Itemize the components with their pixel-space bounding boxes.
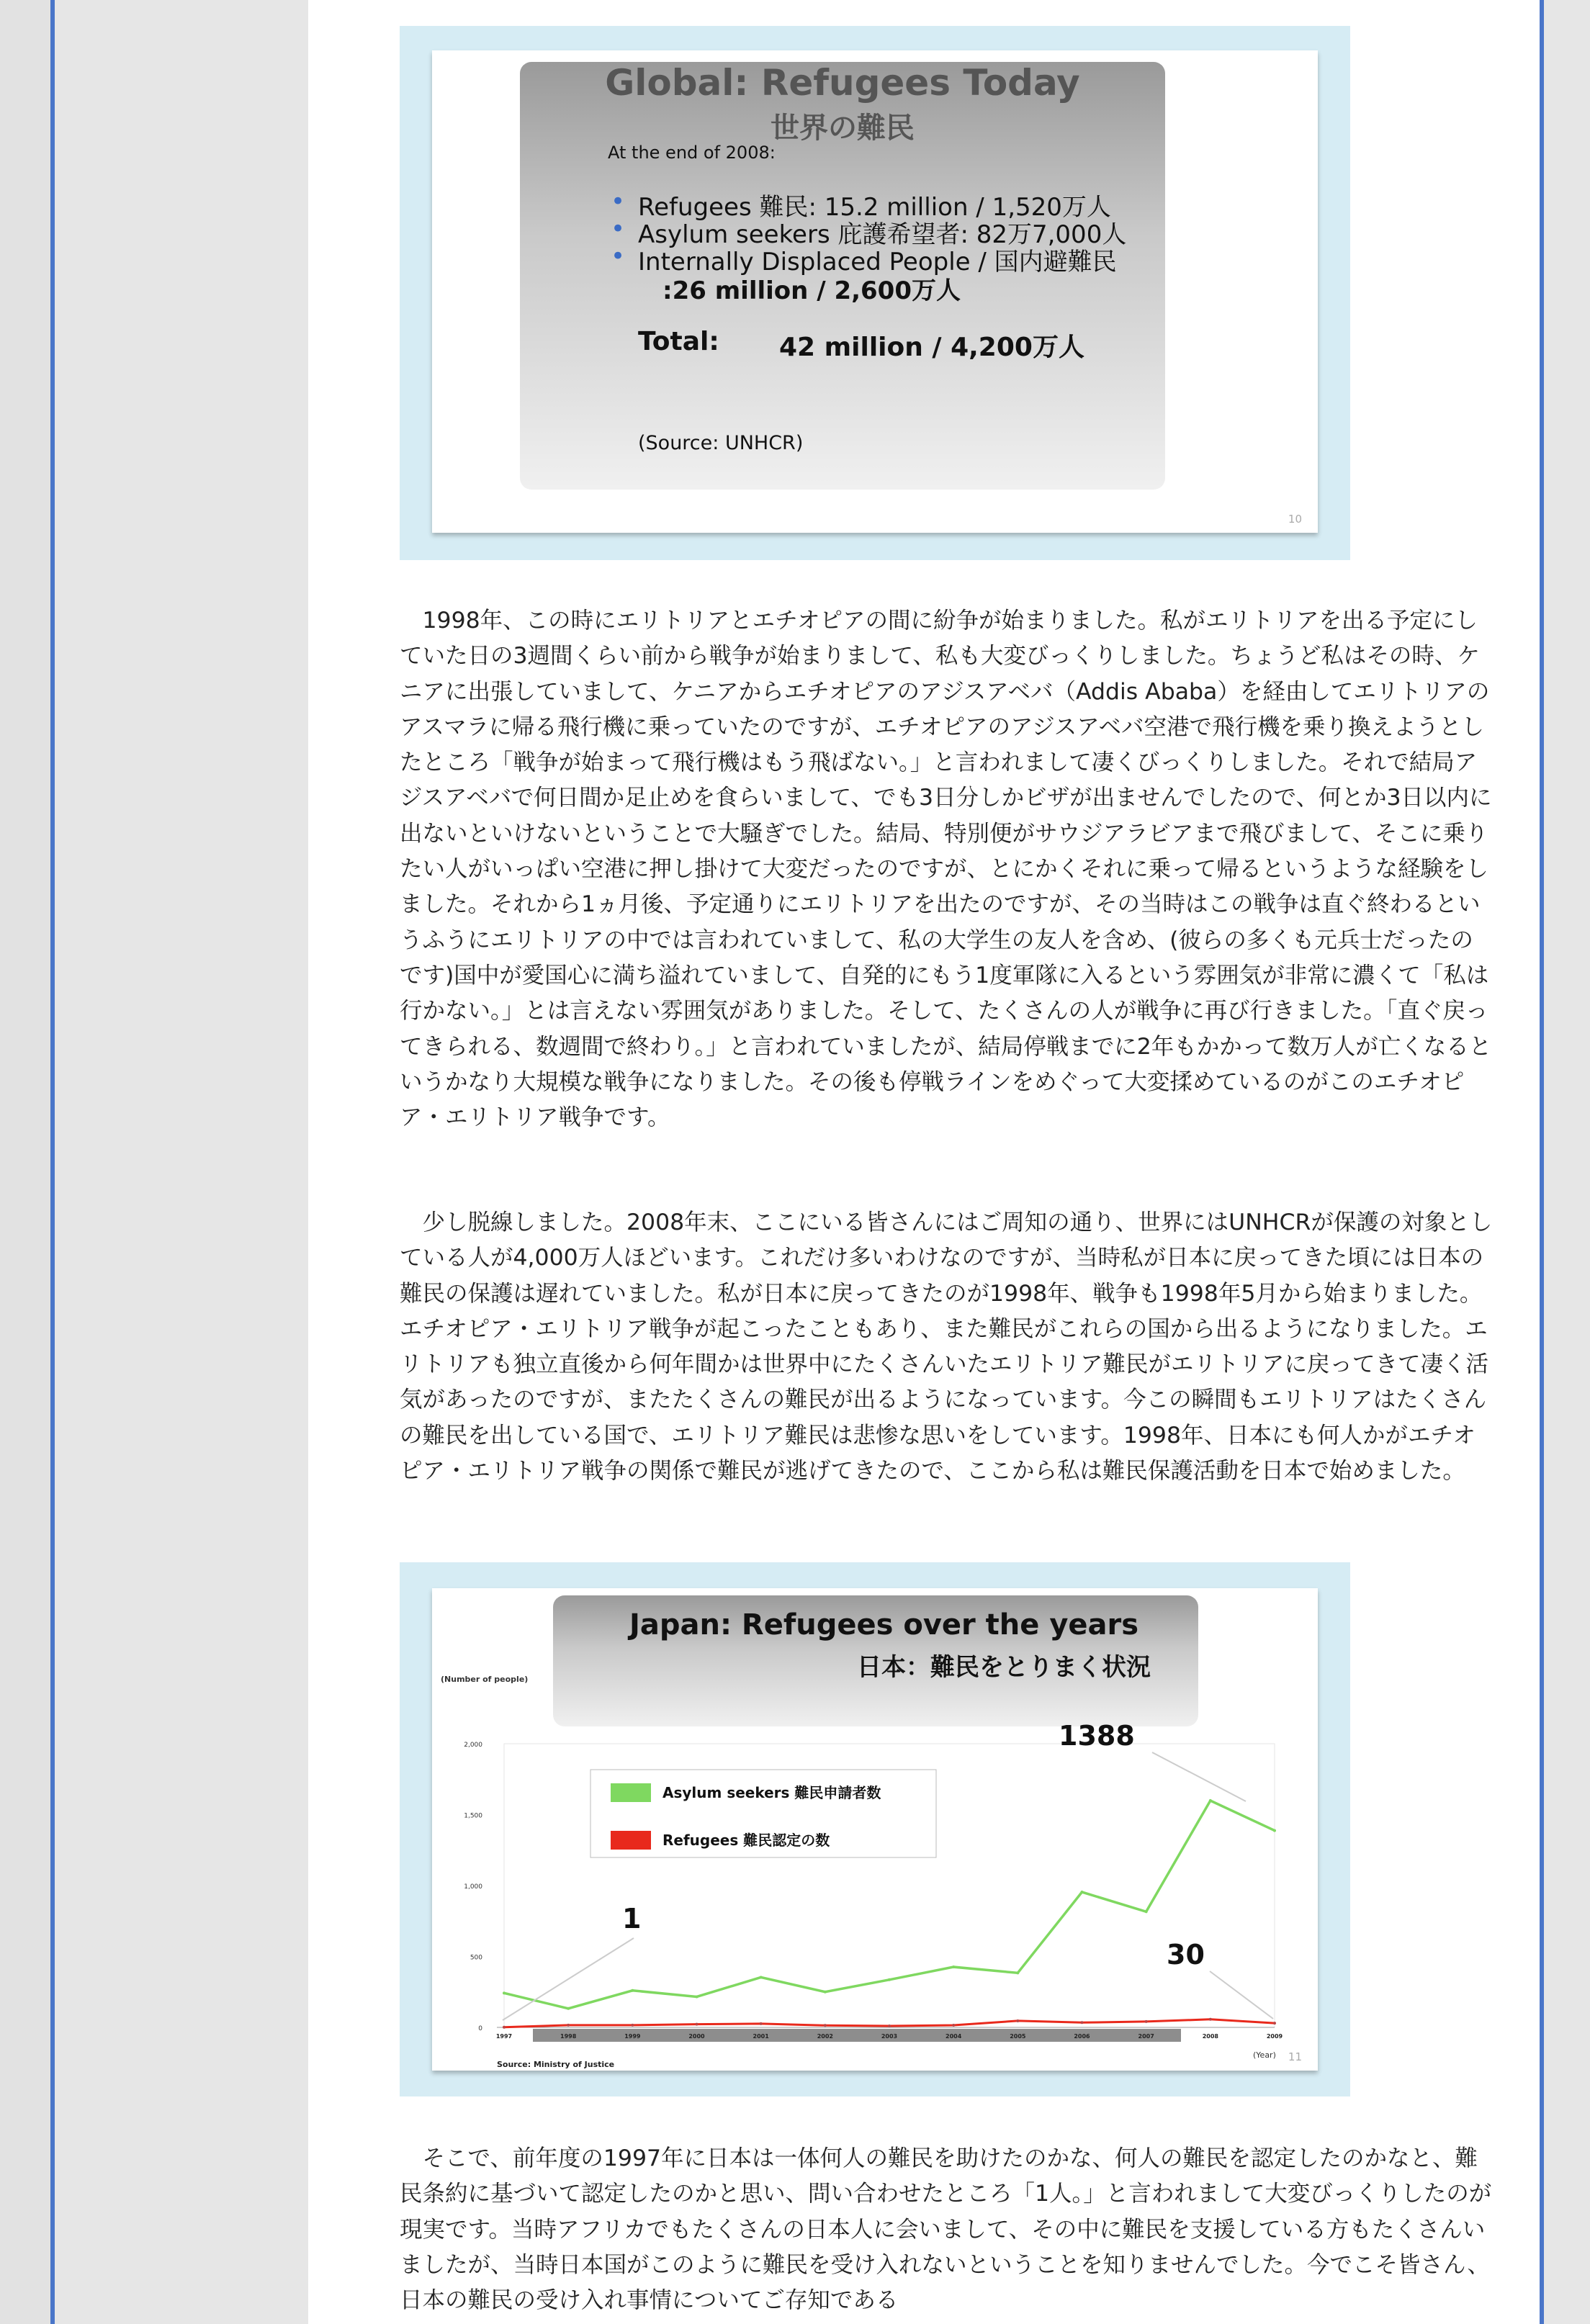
data-point: [1016, 2019, 1019, 2022]
slide-total-value: 42 million / 4,200万人: [779, 333, 1084, 362]
data-point: [1081, 2021, 1084, 2024]
y-tick-label: 500: [470, 1954, 482, 1962]
slide-subtitle: 世界の難民: [771, 112, 915, 145]
data-point: [824, 1991, 827, 1994]
data-point: [567, 2007, 570, 2010]
slide-total-label: Total:: [638, 327, 719, 356]
data-point: [1145, 1910, 1148, 1913]
data-point: [888, 2025, 891, 2027]
data-point: [952, 2024, 955, 2027]
data-point: [696, 1995, 699, 1998]
data-point: [824, 2024, 827, 2027]
y-tick-label: 1,500: [464, 1812, 482, 1820]
data-point: [631, 2024, 634, 2027]
y-tick-label: 0: [478, 2025, 482, 2032]
right-page-border: [1540, 0, 1590, 2324]
data-point: [696, 2023, 699, 2026]
x-tick-label: 2004: [946, 2033, 962, 2040]
x-tick-label: 1997: [495, 2033, 513, 2040]
annotation-30: 30: [1167, 1939, 1205, 1971]
chart-title: Japan: Refugees over the years: [629, 1608, 1139, 1641]
y-tick-label: 1,000: [464, 1883, 482, 1891]
data-point: [1081, 1891, 1084, 1893]
data-point: [503, 1991, 506, 1994]
data-point: [1209, 2018, 1212, 2021]
slide-intro: At the end of 2008:: [608, 143, 776, 163]
x-tick-label: 2009: [1266, 2033, 1283, 2040]
slide-title: Global: Refugees Today: [605, 62, 1080, 104]
data-point: [567, 2024, 570, 2027]
data-point: [503, 2026, 506, 2029]
article-paragraph: 少し脱線しました。2008年末、ここにいる皆さんにはご周知の通り、世界にはUNHCRが保護の対象としている人が4,000万人ほどいます。これだけ多いわけなのですが、当時私が日本に戻ってきた頃には日本の難民の保護は遅れていました。私が日本に戻ってきたのが1998年、戦争も1998年5月から始まりました。エチオピア・エリトリア戦争が起こったこともあり、また難民がこれらの国から出るようになりました。エリトリアも独立直後から何年間かは世界中にたくさんいたエリトリア難民がエリトリアに戻ってきて凄く活気があったのですが、またたくさんの難民が出るようになっています。今この瞬間もエリトリアはたくさんの難民を出している国で、エリトリア難民は悲惨な思いをしています。1998年、日本にも何人かがエチオピア・エリトリア戦争の関係で難民が逃げてきたので、ここから私は難民保護活動を日本で始めました。: [400, 1210, 1493, 1485]
article-paragraph: 1998年、この時にエリトリアとエチオピアの間に紛争が始まりました。私がエリトリアを出る予定にしていた日の3週間くらい前から戦争が始まりまして、私も大変びっくりしました。ちょうど私はその時、ケニアに出張していまして、ケニアからエチオピアのアジスアベバ（Addis Ababa）を経由してエリトリアのアスマラに帰る飛行機に乗っていたのですが、エチオピアのアジスアベバ空港で飛行機を乗り換えようとしたところ「戦争が始まって飛行機はもう飛ばない。」と言われまして凄くびっくりしました。それで結局アジスアベバで何日間か足止めを食らいまして、でも3日分しかビザが出ませんでしたので、何とか3日以内に出ないといけないということで大騒ぎでした。結局、特別便がサウジアラビアまで飛びまして、そこに乗りたい人がいっぱい空港に押し掛けて大変だったのですが、とにかくそれに乗って帰るというような経験をしました。それから1ヵ月後、予定通りにエリトリアを出たのですが、その当時はこの戦争は直ぐ終わるというふうにエリトリアの中では言われていまして、私の大学生の友人を含め、(彼らの多くも元兵士だったのです)国中が愛国心に満ち溢れていまして、自発的にもう1度軍隊に入るという雰囲気が非常に濃くて「私は行かない。」とは言えない雰囲気がありました。そして、たくさんの人が戦争に再び行きました。「直ぐ戻ってきられる、数週間で終わり。」と言われていましたが、結局停戦までに2年もかかって数万人が亡くなるというかなり大規模な戦争になりました。その後も停戦ラインをめぐって大変揉めているのがこのエチオピア・エリトリア戦争です。: [400, 608, 1492, 1131]
chart-source: Source: Ministry of Justice: [497, 2060, 615, 2069]
legend-label: Refugees 難民認定の数: [662, 1832, 830, 1849]
data-point: [1273, 1829, 1276, 1832]
x-tick-label: 2001: [753, 2033, 769, 2040]
data-point: [952, 1965, 955, 1968]
data-point: [1209, 1799, 1212, 1802]
legend-label: Asylum seekers 難民申請者数: [662, 1784, 881, 1801]
data-point: [1273, 2022, 1276, 2025]
left-page-border: [0, 0, 55, 2324]
slide-source: (Source: UNHCR): [638, 432, 804, 454]
line-chart: [432, 1588, 1318, 2071]
data-point: [1016, 1971, 1019, 1974]
slide-body: [432, 1588, 1318, 2071]
slide-body: [432, 50, 1318, 533]
data-point: [760, 1976, 763, 1978]
slide-bullet-refugees: • Refugees 難民: 15.2 million / 1,520万人: [638, 187, 1111, 222]
x-tick-label: 2006: [1074, 2033, 1090, 2040]
x-tick-label: 2002: [817, 2033, 833, 2040]
slide-bullet-idp: • Internally Displaced People / 国内避難民: [638, 242, 1200, 277]
data-point: [888, 1978, 891, 1981]
legend-swatch: [611, 1783, 651, 1802]
x-tick-label: 2008: [1202, 2033, 1218, 2040]
legend-swatch: [611, 1831, 651, 1850]
y-tick-label: 2,000: [464, 1742, 482, 1749]
data-point: [760, 2022, 763, 2025]
article-paragraph: そこで、前年度の1997年に日本は一体何人の難民を助けたのかな、何人の難民を認定したのかなと、難民条約に基づいて認定したのかと思い、問い合わせたところ「1人。」と言われまして大変びっくりしたのが現実です。当時アフリカでもたくさんの日本人に会いまして、その中に難民を支援している方もたくさんいましたが、当時日本国がこのように難民を受け入れないということを知りませんでした。今でこそ皆さん、日本の難民の受け入れ事情についてご存知である: [400, 2145, 1492, 2314]
chart-subtitle: 日本：難民をとりまく状況: [857, 1653, 1151, 1682]
slide-card: [520, 62, 1165, 490]
x-tick-label: 2007: [1138, 2033, 1154, 2040]
x-tick-label: 1999: [624, 2033, 641, 2040]
x-axis-label: (Year): [1253, 2050, 1276, 2060]
slide-image-japan-chart: [400, 1562, 1350, 2096]
x-tick-label: 2003: [881, 2033, 898, 2040]
slide-bullet-asylum: • Asylum seekers 庇護希望者: 82万7,000人: [638, 215, 1126, 250]
data-point: [631, 1989, 634, 1992]
annotation-1388: 1388: [1059, 1720, 1135, 1752]
slide-image-global-refugees: [400, 26, 1350, 560]
x-tick-label: 2005: [1010, 2033, 1026, 2040]
data-point: [1145, 2020, 1148, 2023]
x-tick-label: 1998: [560, 2033, 577, 2040]
slide-page-number: 11: [1288, 2050, 1302, 2063]
y-axis-label: (Number of people): [441, 1675, 529, 1684]
x-tick-label: 2000: [688, 2033, 705, 2040]
annotation-1: 1: [622, 1903, 642, 1935]
left-sidebar: [55, 0, 308, 2324]
slide-page-number: 10: [1288, 513, 1302, 526]
slide-bullet-idp-cont: :26 million / 2,600万人: [662, 276, 961, 305]
